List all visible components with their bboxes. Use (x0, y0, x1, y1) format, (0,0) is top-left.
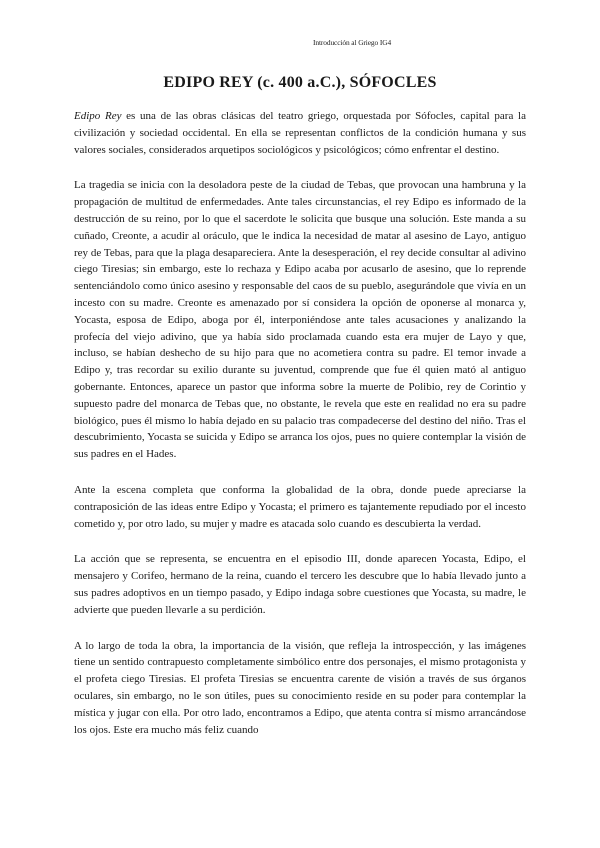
work-title-italic: Edipo Rey (74, 110, 122, 122)
paragraph-episode-three: La acción que se representa, se encuentra en el episodio III, donde aparecen Yocasta, Edipo, el mensajero y Corifeo, hermano de la reina, cuando el tercero les descubre que lo había llevado junto a sus padres adoptivos en un tiempo pasado, y Edipo indaga sobre cuestiones que Yocasta, su madre, le advierte que pueden llevarle a su perdición. (74, 553, 526, 616)
running-header: Introducción al Griego IG4 (313, 38, 392, 47)
paragraph-intro (74, 108, 526, 158)
paragraph-contrast: Ante la escena completa que conforma la globalidad de la obra, donde puede apreciarse la contraposición de las ideas entre Edipo y Yocasta; el primero es tajantemente repudiado por el incesto cometido y, por otro lado, su mujer y madre es atacada solo cuando es descubierta la verdad. (74, 483, 526, 530)
paragraph-plot-summary: La tragedia se inicia con la desoladora peste de la ciudad de Tebas, que provocan una hambruna y la propagación de multitud de enfermedades. Ante tales circunstancias, el rey Edipo es informado de la destrucción de su reino, por lo que el sacerdote le solicita que busque una solución. Este manda a su cuñado, Creonte, a acudir al oráculo, que le indica la necesidad de matar al asesino de Layo, antiguo rey de Tebas, para que la plaga desapareciera. Ante la desesperación, el rey decide consultar al adivino ciego Tiresias; sin embargo, este lo rechaza y Edipo acaba por acusarlo de asesino, que lo reprende sentenciándolo como único asesino y responsable del caos de su pueblo, asegurándole que vivía en un incesto con su madre. Creonte es amenazado por sí considera la opción de oponerse al monarca y, Yocasta, esposa de Edipo, aboga por él, interponiéndose ante tales acusaciones y analizando la profecía del viejo adivino, que ya había sido proclamada cuando esta era mujer de Layo y que, incluso, se habían deshecho de su hijo para que no acometiera contra su padre. El temor invade a Edipo y, tras recordar su exilio durante su juventud, comprende que fue él quien mató al antiguo gobernante. Entonces, aparece un pastor que informa sobre la muerte de Polibio, rey de Corintio y supuesto padre del monarca de Tebas que, no obstante, le revela que este en realidad no era su padre biológico, pues él mismo lo había dejado en su palacio tras compadecerse del destino del niño. Tras el descubrimiento, Yocasta se suicida y Edipo se arranca los ojos, pues no quiere contemplar la visión de sus padres en el Hades. (74, 179, 526, 461)
paragraph-intro-text: es una de las obras clásicas del teatro griego, orquestada por Sófocles, capital para la civilización y sociedad occidental. En ella se representan conflictos de la condición humana y sus valores sociales, considerados arquetipos sociológicos y psicológicos; cómo enfrentar el destino. (74, 110, 526, 156)
page-title: EDIPO REY (c. 400 a.C.), SÓFOCLES (163, 74, 437, 91)
paragraph-vision-theme: A lo largo de toda la obra, la importancia de la visión, que refleja la introspección, y las imágenes tiene un sentido contrapuesto completamente simbólico entre dos personajes, el mismo protagonista y el profeta ciego Tiresias. El profeta Tiresias se encuentra carente de visión a través de sus órganos oculares, sin embargo, no le son útiles, pues su conocimiento reside en su poder para contemplar la mística y jugar con ella. Por otro lado, encontramos a Edipo, que atenta contra sí mismo arrancándose los ojos. Este era mucho más feliz cuando (74, 639, 526, 736)
body-text (74, 108, 526, 738)
